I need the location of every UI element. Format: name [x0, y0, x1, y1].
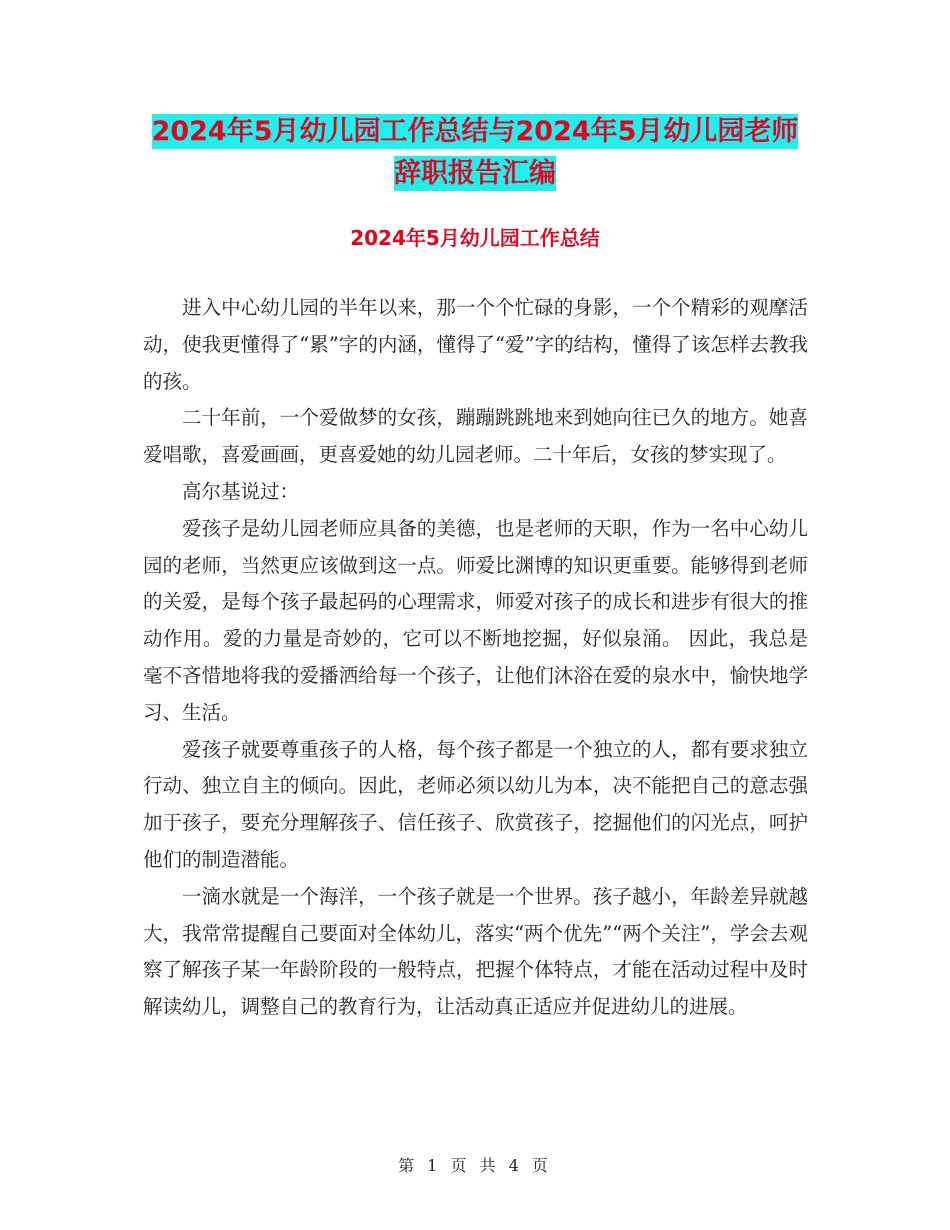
paragraph: 进入中心幼儿园的半年以来，那一个个忙碌的身影，一个个精彩的观摩活动，使我更懂得了“累”字的内涵，懂得了“爱”字的结构，懂得了该怎样去教我的孩。	[143, 296, 808, 393]
paragraph: 爱孩子是幼儿园老师应具备的美德，也是老师的天职，作为一名中心幼儿园的老师，当然更应该做到这一点。师爱比渊博的知识更重要。能够得到老师的关爱，是每个孩子最起码的心理需求，师爱对孩子的成长和进步有很大的推动作用。爱的力量是奇妙的，它可以不断地挖掘，好似泉涌。 因此，我总是毫不吝惜地将我的爱播洒给每一个孩子，让他们沐浴在爱的泉水中，愉快地学习、生活。	[143, 516, 808, 724]
page-footer: 第 1 页 共 4 页	[398, 1156, 552, 1175]
document-body	[143, 290, 808, 1026]
document-title-line-2	[140, 150, 810, 198]
paragraph: 高尔基说过：	[182, 479, 300, 503]
paragraph: 二十年前，一个爱做梦的女孩，蹦蹦跳跳地来到她向往已久的地方。她喜爱唱歌，喜爱画画，更喜爱她的幼儿园老师。二十年后，女孩的梦实现了。	[143, 406, 808, 467]
paragraph: 一滴水就是一个海洋，一个孩子就是一个世界。孩子越小，年龄差异就越大，我常常提醒自己要面对全体幼儿，落实“两个优先”“两个关注”，学会去观察了解孩子某一年龄阶段的一般特点，把握个体特点，才能在活动过程中及时解读幼儿，调整自己的教育行为，让活动真正适应并促进幼儿的进展。	[143, 884, 808, 1019]
section-heading: 2024年5月幼儿园工作总结	[350, 226, 600, 250]
document-title-text-2: 辞职报告汇编	[394, 158, 556, 189]
document-title-text-1: 2024年5月幼儿园工作总结与2024年5月幼儿园老师	[151, 116, 799, 147]
paragraph: 爱孩子就要尊重孩子的人格，每个孩子都是一个独立的人，都有要求独立行动、独立自主的倾向。因此，老师必须以幼儿为本，决不能把自己的意志强加于孩子，要充分理解孩子、信任孩子、欣赏孩子，挖掘他们的闪光点，呵护他们的制造潜能。	[143, 737, 808, 871]
document-title-line-1	[140, 108, 810, 156]
